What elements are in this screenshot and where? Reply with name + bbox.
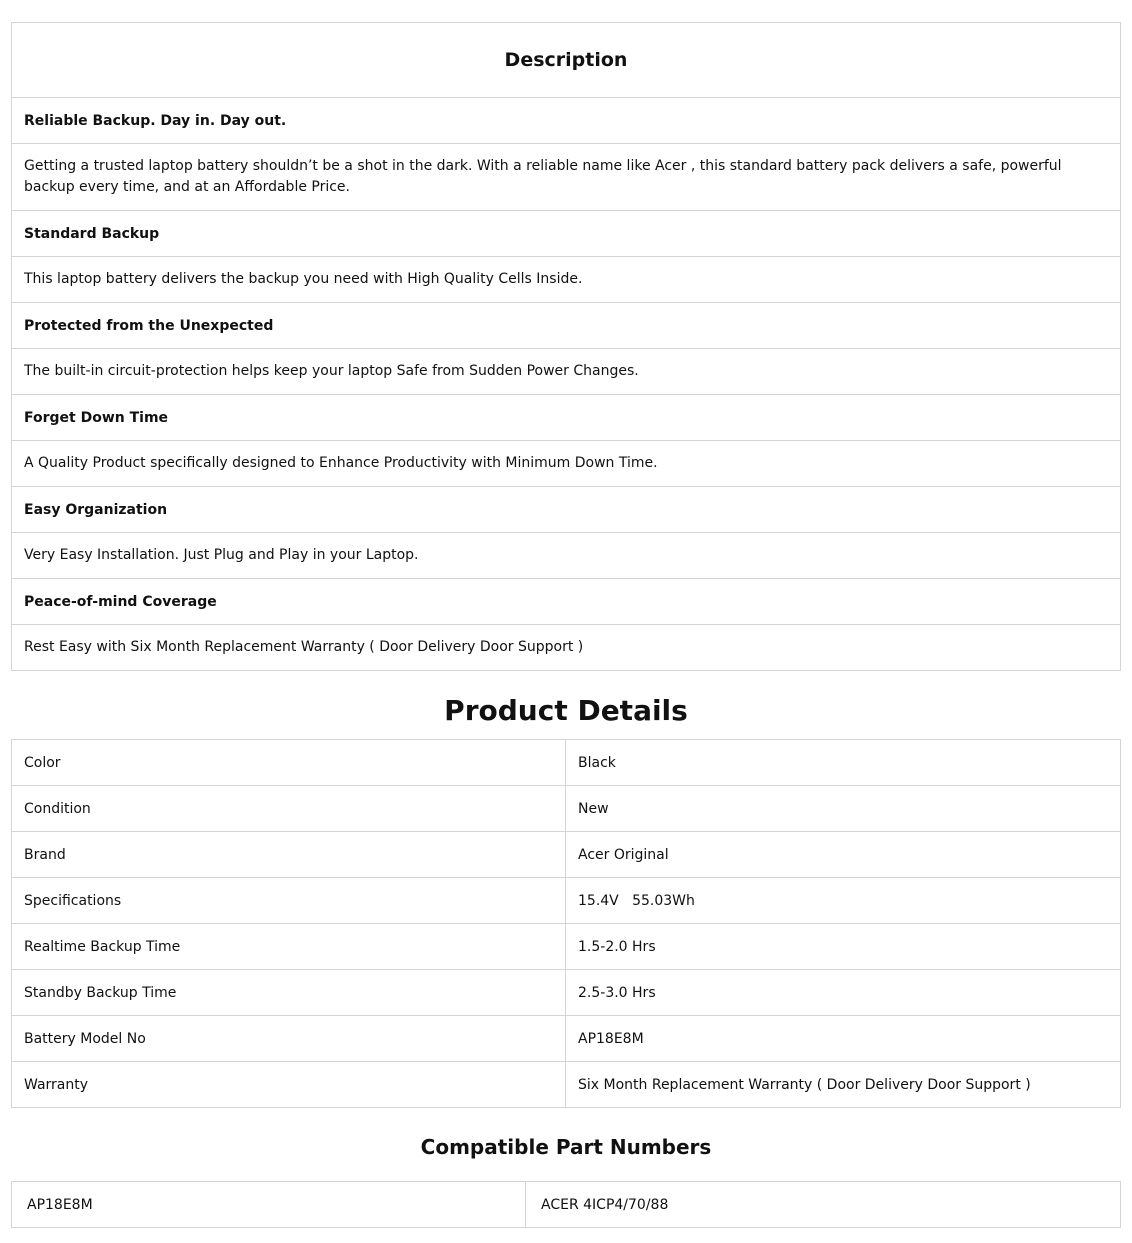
table-row [12, 1062, 1121, 1108]
description-heading: Description [12, 23, 1121, 98]
section-title: Easy Organization [12, 487, 1121, 533]
section-title-row [12, 211, 1121, 257]
section-title-row [12, 487, 1121, 533]
table-row [12, 786, 1121, 832]
detail-value: 1.5-2.0 Hrs [566, 924, 1121, 970]
section-text: Very Easy Installation. Just Plug and Play in your Laptop. [12, 533, 1121, 579]
section-title-row [12, 98, 1121, 144]
section-title: Standard Backup [12, 211, 1121, 257]
part-number: ACER 4ICP4/70/88 [526, 1182, 1121, 1228]
section-text: Rest Easy with Six Month Replacement Warranty ( Door Delivery Door Support ) [12, 625, 1121, 671]
table-row [12, 1016, 1121, 1062]
detail-label: Specifications [12, 878, 566, 924]
table-row [12, 970, 1121, 1016]
section-title-row [12, 303, 1121, 349]
section-text-row [12, 257, 1121, 303]
product-details-table [11, 739, 1121, 1108]
product-details-heading: Product Details [444, 694, 688, 727]
detail-value: Black [566, 740, 1121, 786]
detail-label: Battery Model No [12, 1016, 566, 1062]
section-title: Forget Down Time [12, 395, 1121, 441]
detail-value: Six Month Replacement Warranty ( Door Delivery Door Support ) [566, 1062, 1121, 1108]
section-text-row [12, 349, 1121, 395]
detail-label: Realtime Backup Time [12, 924, 566, 970]
section-text-row [12, 144, 1121, 211]
section-text: This laptop battery delivers the backup you need with High Quality Cells Inside. [12, 257, 1121, 303]
section-text-row [12, 533, 1121, 579]
compatible-parts-heading: Compatible Part Numbers [420, 1135, 712, 1159]
table-row [12, 832, 1121, 878]
section-title: Protected from the Unexpected [12, 303, 1121, 349]
detail-label: Brand [12, 832, 566, 878]
detail-value: 2.5-3.0 Hrs [566, 970, 1121, 1016]
description-header-row [12, 23, 1121, 98]
page-content [11, 22, 1121, 1228]
detail-value: 15.4V 55.03Wh [566, 878, 1121, 924]
table-row [12, 878, 1121, 924]
detail-label: Standby Backup Time [12, 970, 566, 1016]
section-title-row [12, 579, 1121, 625]
detail-value: New [566, 786, 1121, 832]
detail-value: AP18E8M [566, 1016, 1121, 1062]
detail-value: Acer Original [566, 832, 1121, 878]
section-text: Getting a trusted laptop battery shouldn’t be a shot in the dark. With a reliable name like Acer , this standard battery pack delivers a safe, powerful backup every time, and at an Affordable Price. [12, 144, 1121, 211]
section-text: A Quality Product specifically designed to Enhance Productivity with Minimum Down Time. [12, 441, 1121, 487]
detail-label: Condition [12, 786, 566, 832]
section-title: Peace-of-mind Coverage [12, 579, 1121, 625]
section-text-row [12, 441, 1121, 487]
section-text-row [12, 625, 1121, 671]
table-row [12, 924, 1121, 970]
description-table [11, 22, 1121, 671]
table-row [12, 1182, 1121, 1228]
section-text: The built-in circuit-protection helps keep your laptop Safe from Sudden Power Changes. [12, 349, 1121, 395]
table-row [12, 740, 1121, 786]
part-number: AP18E8M [12, 1182, 526, 1228]
detail-label: Color [12, 740, 566, 786]
compatible-parts-table [11, 1181, 1121, 1228]
section-title: Reliable Backup. Day in. Day out. [12, 98, 1121, 144]
detail-label: Warranty [12, 1062, 566, 1108]
section-title-row [12, 395, 1121, 441]
